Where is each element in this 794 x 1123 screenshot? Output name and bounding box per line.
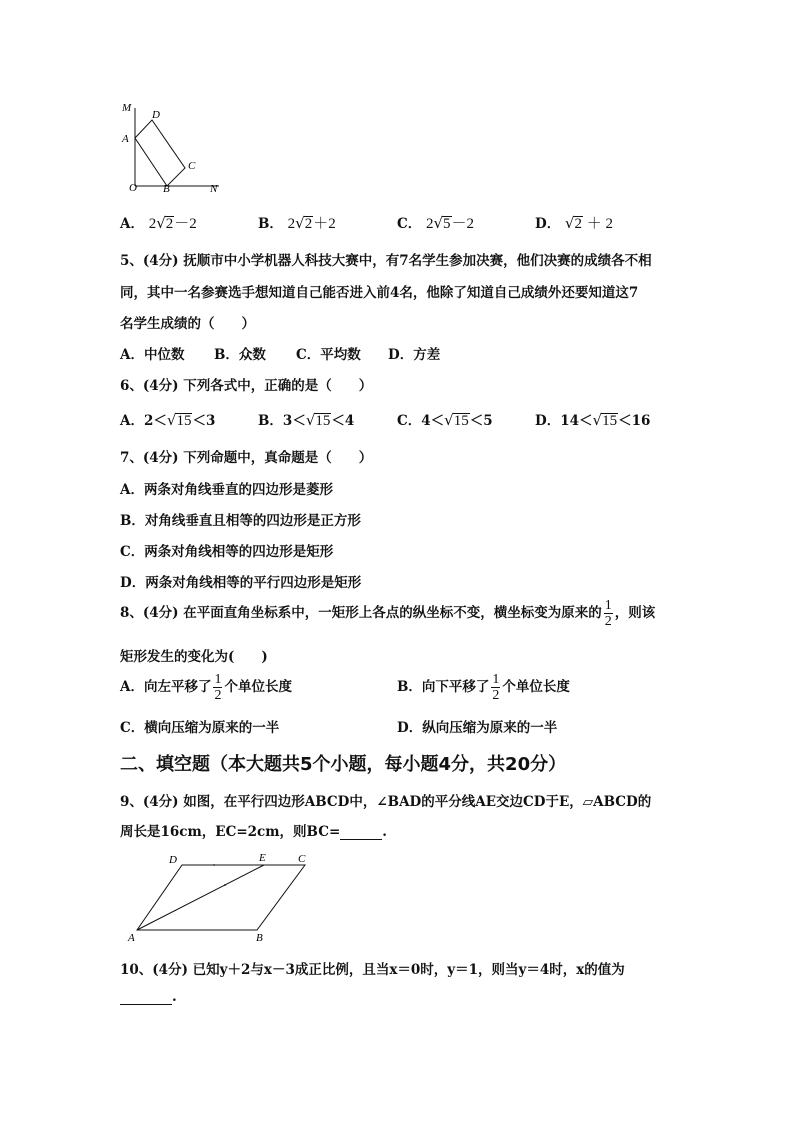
label-b: B [163, 183, 170, 195]
q9-answer-blank[interactable] [340, 823, 382, 840]
q6-option-b[interactable]: B．3＜√15＜4 [258, 411, 355, 429]
q5-line3: 名学生成绩的（ ） [120, 316, 255, 332]
q5-option-b[interactable]: B．众数 [214, 347, 266, 363]
parallelogram-abcd [137, 865, 305, 930]
label-b: B [256, 932, 263, 944]
q6-option-d[interactable]: D．14＜√15＜16 [535, 411, 651, 429]
option-label: B． [258, 216, 283, 232]
q9-line1: 9、(4分) 如图，在平行四边形ABCD中，∠BAD的平分线AE交边CD于E，▱ABCD的 [120, 794, 652, 810]
q5-line1: 5、(4分) 抚顺市中小学机器人科技大赛中，有7名学生参加决赛，他们决赛的成绩各不相 [120, 253, 652, 269]
q9-line2: 周长是16cm，EC=2cm，则BC= . [120, 824, 387, 840]
q8-option-a[interactable]: A．向左平移了 $\frac{1}{2}$ 个单位长度 [120, 672, 292, 703]
q4-option-d[interactable]: D． √2 ＋ 2 [535, 214, 613, 232]
label-a: A [128, 932, 135, 944]
label-c: C [188, 160, 196, 172]
rectangle-abcd [135, 120, 185, 186]
q8-line2: 矩形发生的变化为( ) [120, 649, 268, 665]
q10-line2: . [120, 988, 177, 1005]
label-c: C [298, 853, 306, 865]
q5-option-d[interactable]: D．方差 [388, 347, 441, 363]
fraction-one-half: $\frac{1}{2}$ [604, 598, 612, 629]
figure-rectangle-axes [115, 98, 230, 196]
option-label: C． [397, 216, 422, 232]
label-a: A [122, 133, 129, 145]
label-n: N [210, 183, 218, 195]
q7-option-b[interactable]: B．对角线垂直且相等的四边形是正方形 [120, 513, 361, 529]
q5-line2: 同，其中一名参赛选手想知道自己能否进入前4名，他除了知道自己成绩外还要知道这7 [120, 285, 639, 301]
q7-stem: 7、(4分) 下列命题中，真命题是（ ） [120, 450, 373, 466]
section-fill-in-heading: 二、填空题（本大题共5个小题，每小题4分，共20分） [120, 754, 567, 775]
q8-option-b[interactable]: B．向下平移了 $\frac{1}{2}$ 个单位长度 [397, 672, 570, 703]
q4-option-c[interactable]: C． 2√5－2 [397, 214, 475, 232]
q10-line1: 10、(4分) 已知y＋2与x－3成正比例，且当x＝0时，y＝1，则当y＝4时，x的值为 [120, 962, 625, 978]
q7-option-a[interactable]: A．两条对角线垂直的四边形是菱形 [120, 482, 333, 498]
q7-option-d[interactable]: D．两条对角线相等的平行四边形是矩形 [120, 575, 362, 591]
segment-ae [137, 865, 264, 930]
option-label: D． [535, 216, 561, 232]
q6-option-c[interactable]: C．4＜√15＜5 [397, 411, 493, 429]
label-d: D [169, 854, 177, 866]
label-m: M [122, 102, 132, 114]
q6-option-a[interactable]: A．2＜√15＜3 [120, 411, 216, 429]
q4-option-b[interactable]: B． 2√2＋2 [258, 214, 336, 232]
figure-parallelogram [125, 848, 325, 944]
q8-option-d[interactable]: D．纵向压缩为原来的一半 [397, 720, 558, 736]
q4-option-a[interactable]: A． 2√2－2 [120, 214, 197, 232]
option-label: A． [120, 216, 144, 232]
q7-option-c[interactable]: C．两条对角线相等的四边形是矩形 [120, 544, 334, 560]
q10-answer-blank[interactable] [120, 988, 172, 1005]
label-d: D [152, 109, 160, 121]
q5-option-a[interactable]: A．中位数 [120, 347, 185, 363]
label-o: O [129, 182, 137, 194]
q6-stem: 6、(4分) 下列各式中，正确的是（ ） [120, 378, 373, 394]
q5-option-c[interactable]: C．平均数 [296, 347, 361, 363]
label-e: E [259, 852, 266, 864]
q8-line1: 8、(4分) 在平面直角坐标系中，一矩形上各点的纵坐标不变，横坐标变为原来的 $\frac{1}{2}$ ，则该 [120, 598, 656, 629]
q8-option-c[interactable]: C．横向压缩为原来的一半 [120, 720, 280, 736]
